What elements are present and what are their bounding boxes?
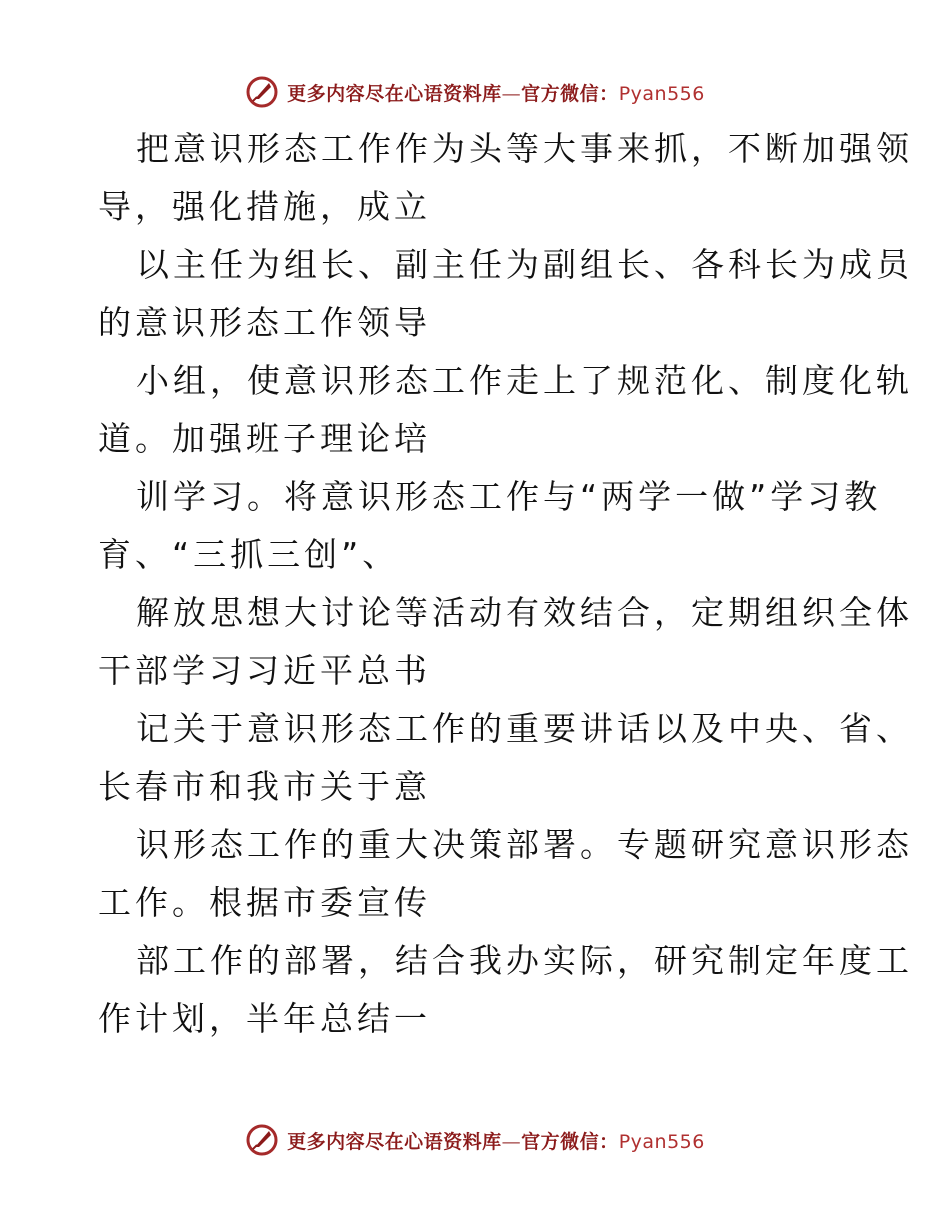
paragraph <box>98 468 882 584</box>
quill-logo-icon <box>245 1123 279 1157</box>
quill-logo-icon <box>245 75 279 109</box>
banner-main-text: 更多内容尽在心语资料库 <box>287 1130 502 1153</box>
paragraph <box>98 352 913 468</box>
document-body <box>98 120 913 1048</box>
banner-wechat-id: Pyan556 <box>618 1130 705 1153</box>
paragraph-line: 的意识形态工作领导 <box>98 303 431 342</box>
paragraph-line: 导，强化措施，成立 <box>98 187 431 226</box>
paragraph-line: 识形态工作的重大决策部署。专题研究意识形态 <box>136 825 913 864</box>
paragraph <box>98 700 913 816</box>
banner-wechat-label: 官方微信： <box>521 1130 619 1153</box>
paragraph-line: 育、“三抓三创”、 <box>98 535 400 574</box>
paragraph-line: 工作。根据市委宣传 <box>98 883 431 922</box>
paragraph-line: 解放思想大讨论等活动有效结合，定期组织全体 <box>136 593 913 632</box>
banner-text <box>287 1127 705 1154</box>
paragraph <box>98 584 913 700</box>
paragraph <box>98 236 913 352</box>
paragraph-line: 道。加强班子理论培 <box>98 419 431 458</box>
banner-text <box>287 79 705 106</box>
paragraph-line: 作计划，半年总结一 <box>98 999 431 1038</box>
paragraph <box>98 816 913 932</box>
banner-separator: — <box>501 82 522 105</box>
paragraph <box>98 932 913 1048</box>
banner-wechat-id: Pyan556 <box>618 82 705 105</box>
paragraph-line: 小组，使意识形态工作走上了规范化、制度化轨 <box>136 361 913 400</box>
paragraph-line: 把意识形态工作作为头等大事来抓，不断加强领 <box>136 129 913 168</box>
paragraph-line: 长春市和我市关于意 <box>98 767 431 806</box>
paragraph-line: 干部学习习近平总书 <box>98 651 431 690</box>
paragraph-line: 记关于意识形态工作的重要讲话以及中央、省、 <box>136 709 913 748</box>
banner-main-text: 更多内容尽在心语资料库 <box>287 82 502 105</box>
paragraph-line: 以主任为组长、副主任为副组长、各科长为成员 <box>136 245 913 284</box>
banner-wechat-label: 官方微信： <box>521 82 619 105</box>
paragraph-line: 训学习。将意识形态工作与“两学一做”学习教 <box>136 477 882 516</box>
banner-separator: — <box>501 1130 522 1153</box>
header-banner <box>0 72 950 112</box>
paragraph <box>98 120 913 236</box>
footer-banner <box>0 1120 950 1160</box>
paragraph-line: 部工作的部署，结合我办实际，研究制定年度工 <box>136 941 913 980</box>
